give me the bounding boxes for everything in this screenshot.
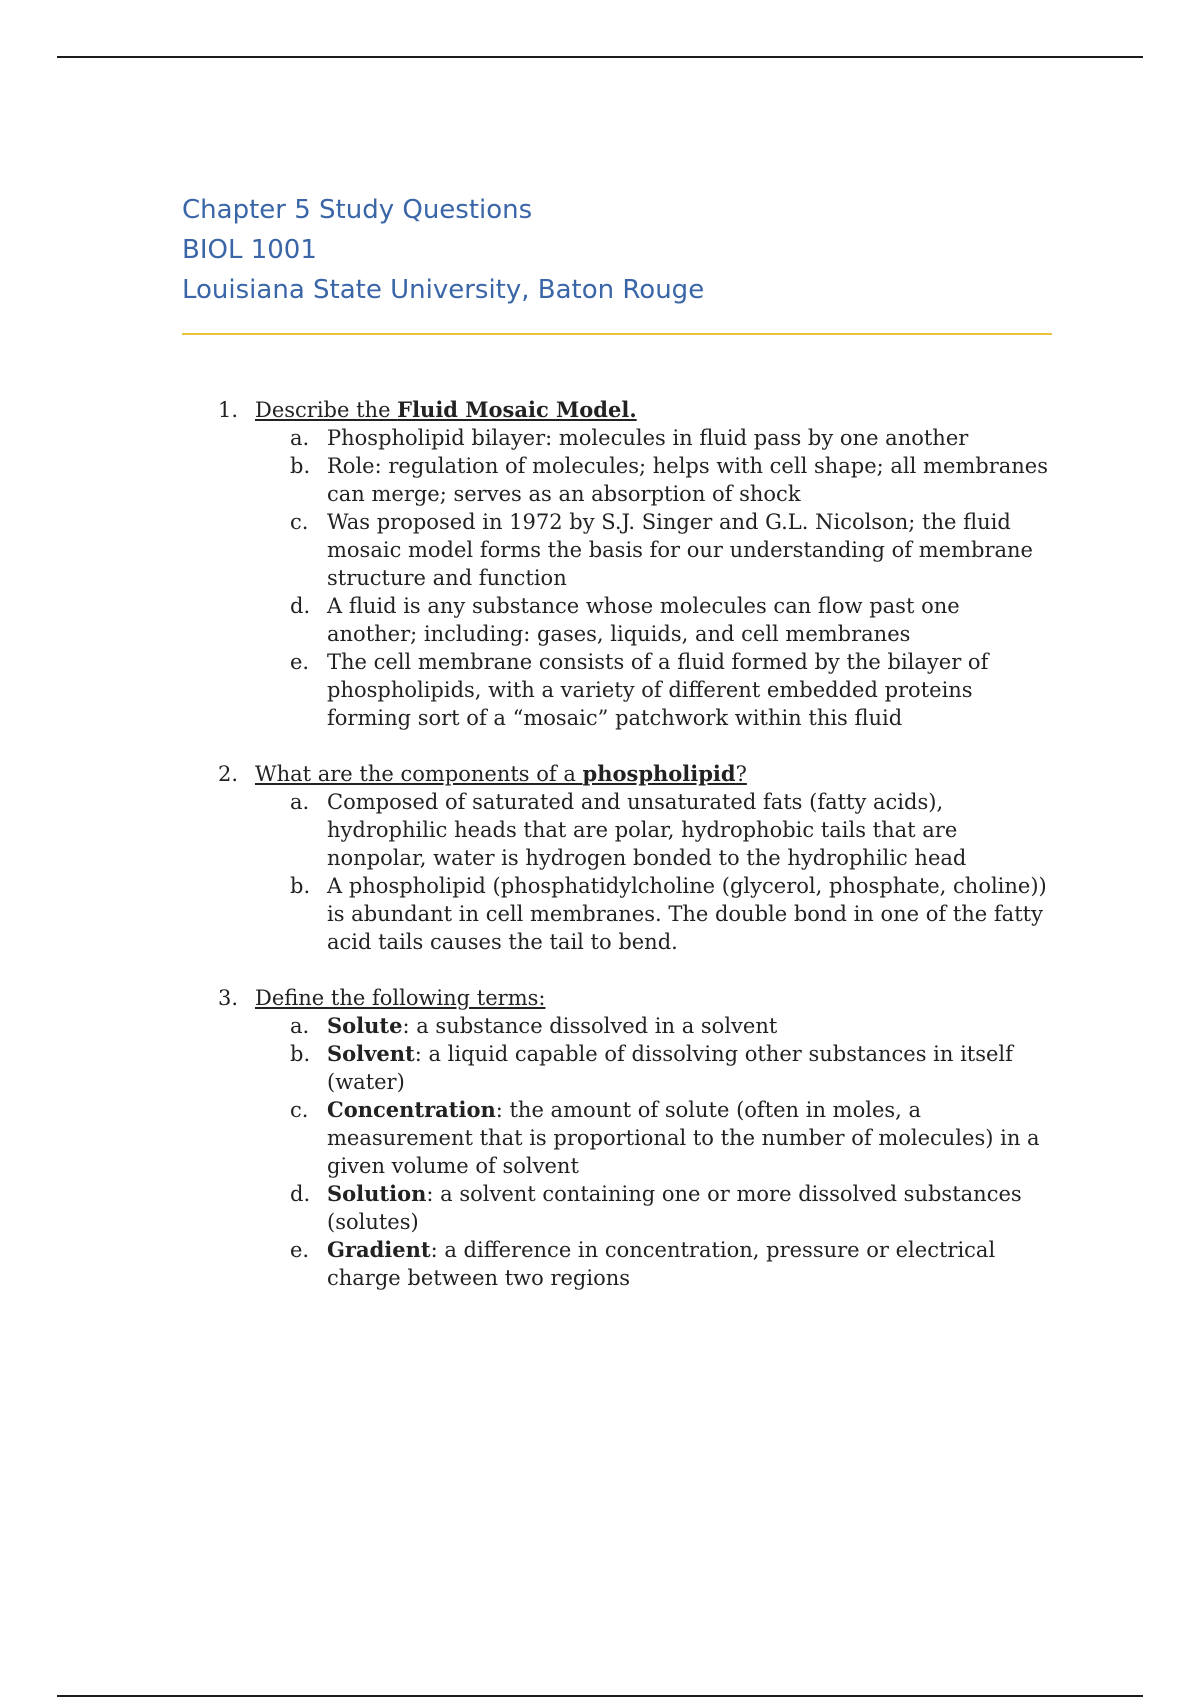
answer-body: A fluid is any substance whose molecules can flow past one another; including: gases, liquids, and cell membranes <box>327 594 960 646</box>
question-number: 1. <box>218 398 239 422</box>
question-prefix: Describe the <box>255 398 398 422</box>
answer-term: Solute <box>327 1013 403 1038</box>
answer-body: : a substance dissolved in a solvent <box>402 1014 778 1038</box>
answer-item <box>0 1096 1200 1180</box>
answer-letter: c. <box>290 510 309 534</box>
question-text <box>255 984 1200 1012</box>
answer-body: : a difference in concentration, pressure or electrical charge between two regions <box>327 1238 996 1290</box>
header-university: Louisiana State University, Baton Rouge <box>182 275 705 305</box>
question-text <box>255 760 1200 788</box>
answer-item <box>0 1236 1200 1292</box>
answer-text <box>327 788 1055 872</box>
answer-term: Concentration <box>327 1097 496 1122</box>
answer-text <box>327 1012 1055 1040</box>
question-number: 2. <box>218 762 239 786</box>
answer-item <box>0 1040 1200 1096</box>
answer-term: Solution <box>327 1181 427 1206</box>
answer-list <box>0 424 1200 732</box>
answer-text <box>327 1180 1055 1236</box>
answer-text <box>327 508 1055 592</box>
answer-body: Role: regulation of molecules; helps with cell shape; all membranes can merge; serves as an absorption of shock <box>327 454 1049 506</box>
answer-term: Gradient <box>327 1237 431 1262</box>
answer-letter: d. <box>290 594 311 618</box>
answer-letter: a. <box>290 426 310 450</box>
question-2 <box>0 760 1200 956</box>
answer-text <box>327 1096 1055 1180</box>
answer-text <box>327 872 1055 956</box>
header-course: BIOL 1001 <box>182 235 317 265</box>
question-prefix: Define the following terms: <box>255 986 546 1010</box>
answer-letter: b. <box>290 454 311 478</box>
answer-letter: e. <box>290 650 310 674</box>
answer-list <box>0 1012 1200 1292</box>
question-suffix: ? <box>735 762 747 786</box>
answer-item <box>0 452 1200 508</box>
answer-item <box>0 1012 1200 1040</box>
answer-item <box>0 508 1200 592</box>
answer-text <box>327 452 1055 508</box>
answer-body: The cell membrane consists of a fluid formed by the bilayer of phospholipids, with a variety of different embedded proteins forming sort of a “mosaic” patchwork within this fluid <box>327 650 989 730</box>
answer-list <box>0 788 1200 956</box>
answer-body: Was proposed in 1972 by S.J. Singer and G.L. Nicolson; the fluid mosaic model forms the basis for our understanding of membrane structure and function <box>327 510 1033 590</box>
question-keyword: phospholipid <box>582 761 736 786</box>
answer-body: Composed of saturated and unsaturated fats (fatty acids), hydrophilic heads that are polar, hydrophobic tails that are nonpolar, water is hydrogen bonded to the hydrophilic head <box>327 790 967 870</box>
answer-text <box>327 592 1055 648</box>
answer-letter: c. <box>290 1098 309 1122</box>
bottom-border-rule <box>57 1695 1143 1697</box>
answer-letter: e. <box>290 1238 310 1262</box>
question-number: 3. <box>218 986 239 1010</box>
answer-body: A phospholipid (phosphatidylcholine (glycerol, phosphate, choline)) is abundant in cell membranes. The double bond in one of the fatty acid tails causes the tail to bend. <box>327 874 1047 954</box>
question-3 <box>0 984 1200 1292</box>
question-1 <box>0 396 1200 732</box>
answer-letter: d. <box>290 1182 311 1206</box>
answer-item <box>0 592 1200 648</box>
answer-item <box>0 788 1200 872</box>
header-title: Chapter 5 Study Questions <box>182 195 533 225</box>
answer-item <box>0 872 1200 956</box>
answer-item <box>0 648 1200 732</box>
question-text <box>255 396 1200 424</box>
answer-item <box>0 1180 1200 1236</box>
answer-body: : a solvent containing one or more dissolved substances (solutes) <box>327 1182 1022 1234</box>
question-keyword: Fluid Mosaic Model. <box>397 397 637 422</box>
header-divider <box>182 333 1052 335</box>
answer-text <box>327 648 1055 732</box>
question-list <box>0 396 1200 1320</box>
answer-body: : a liquid capable of dissolving other substances in itself (water) <box>327 1042 1013 1094</box>
answer-term: Solvent <box>327 1041 415 1066</box>
answer-body: : the amount of solute (often in moles, a measurement that is proportional to the number of molecules) in a given volume of solvent <box>327 1098 1040 1178</box>
answer-body: Phospholipid bilayer: molecules in fluid pass by one another <box>327 426 969 450</box>
answer-text <box>327 1040 1055 1096</box>
answer-letter: b. <box>290 1042 311 1066</box>
top-border-rule <box>57 56 1143 58</box>
answer-item <box>0 424 1200 452</box>
answer-text <box>327 1236 1055 1292</box>
answer-letter: a. <box>290 1014 310 1038</box>
question-prefix: What are the components of a <box>255 762 583 786</box>
document-header <box>182 190 704 310</box>
answer-text <box>327 424 1055 452</box>
answer-letter: b. <box>290 874 311 898</box>
answer-letter: a. <box>290 790 310 814</box>
